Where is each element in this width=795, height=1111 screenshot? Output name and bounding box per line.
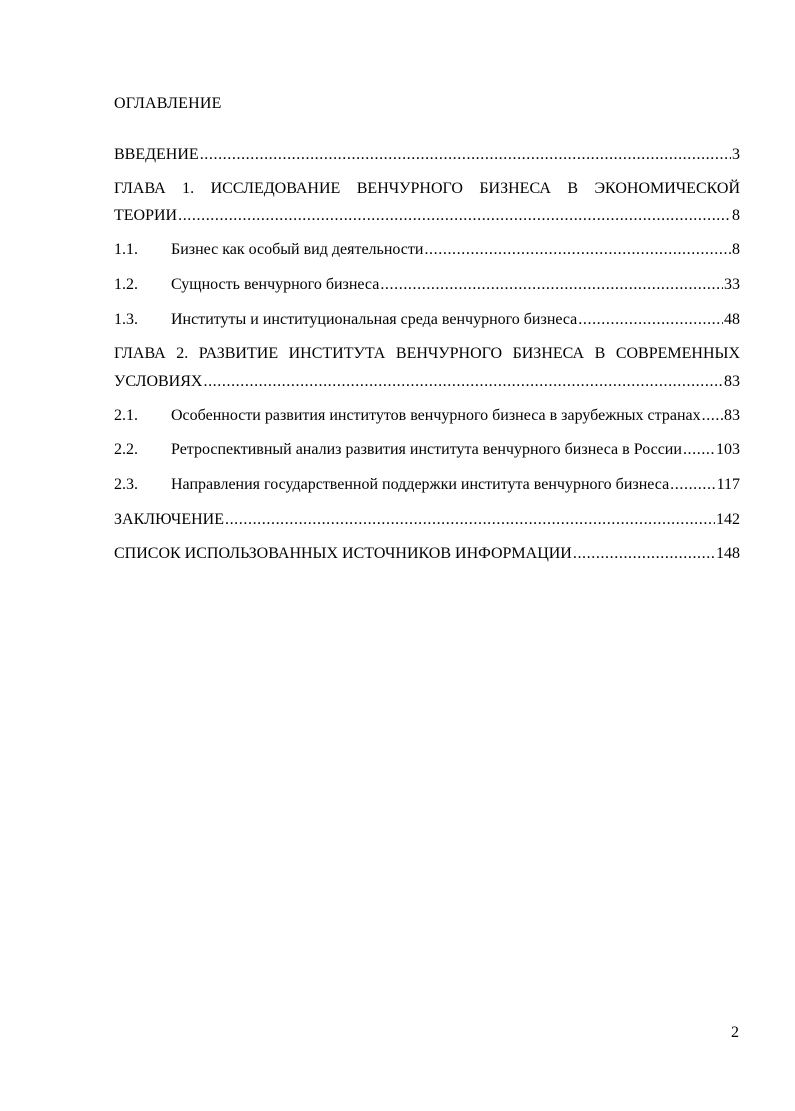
toc-entry-chapter1[interactable] xyxy=(114,206,740,226)
toc-entry-text: СПИСОК ИСПОЛЬЗОВАННЫХ ИСТОЧНИКОВ ИНФОРМАЦИИ xyxy=(114,545,572,562)
section-number: 1.3. xyxy=(114,311,138,328)
dot-leader xyxy=(225,510,715,530)
toc-entry-text: Особенности развития институтов венчурного бизнеса в зарубежных странах xyxy=(171,407,701,424)
toc-page-number: 33 xyxy=(724,276,740,293)
toc-page-number: 8 xyxy=(732,207,740,224)
dot-leader xyxy=(670,475,715,495)
toc-page-number: 8 xyxy=(732,241,740,258)
toc-entry-text: УСЛОВИЯХ xyxy=(114,373,203,390)
toc-entry-chapter1-line1[interactable]: ГЛАВА 1. ИССЛЕДОВАНИЕ ВЕНЧУРНОГО БИЗНЕСА В ЭКОНОМИЧЕСКОЙ xyxy=(114,180,740,197)
toc-entry-text: Направления государственной поддержки института венчурного бизнеса xyxy=(171,476,670,493)
toc-page-number: 48 xyxy=(724,311,740,328)
toc-entry-1-1[interactable] xyxy=(114,240,740,260)
toc-entry-conclusion[interactable] xyxy=(114,510,740,530)
toc-entry-text: ВВЕДЕНИЕ xyxy=(114,146,199,163)
section-number: 2.1. xyxy=(114,407,138,424)
toc-entry-chapter2[interactable] xyxy=(114,372,740,392)
toc-page-number: 83 xyxy=(724,407,740,424)
toc-page-number: 117 xyxy=(716,476,740,493)
section-number: 2.3. xyxy=(114,476,138,493)
toc-page-number: 3 xyxy=(732,146,740,163)
dot-leader xyxy=(573,544,715,564)
dot-leader xyxy=(178,206,731,226)
section-number: 2.2. xyxy=(114,441,138,458)
toc-entry-1-3[interactable] xyxy=(114,310,740,330)
toc-entry-chapter2-line1[interactable]: ГЛАВА 2. РАЗВИТИЕ ИНСТИТУТА ВЕНЧУРНОГО БИЗНЕСА В СОВРЕМЕННЫХ xyxy=(114,345,740,362)
dot-leader xyxy=(380,275,723,295)
page-number: 2 xyxy=(731,1024,739,1041)
toc-entry-1-2[interactable] xyxy=(114,275,740,295)
toc-page-number: 83 xyxy=(724,373,740,390)
dot-leader xyxy=(578,310,723,330)
dot-leader xyxy=(203,372,723,392)
toc-entry-2-3[interactable] xyxy=(114,475,740,495)
section-number: 1.2. xyxy=(114,276,138,293)
dot-leader xyxy=(424,240,731,260)
toc-entry-sources[interactable] xyxy=(114,544,740,564)
toc-entry-intro[interactable] xyxy=(114,145,740,165)
toc-entry-text: Институты и институциональная среда венчурного бизнеса xyxy=(171,311,578,328)
dot-leader xyxy=(683,440,715,460)
toc-entry-text: ЗАКЛЮЧЕНИЕ xyxy=(114,511,224,528)
toc-page-number: 103 xyxy=(716,441,740,458)
page-title: ОГЛАВЛЕНИЕ xyxy=(114,95,222,112)
toc-page-number: 148 xyxy=(716,545,740,562)
toc-entry-text: Сущность венчурного бизнеса xyxy=(171,276,380,293)
toc-entry-text: Ретроспективный анализ развития института венчурного бизнеса в России xyxy=(171,441,682,458)
toc-entry-2-1[interactable] xyxy=(114,406,740,426)
dot-leader xyxy=(200,145,731,165)
toc-entry-2-2[interactable] xyxy=(114,440,740,460)
section-number: 1.1. xyxy=(114,241,138,258)
dot-leader xyxy=(702,406,723,426)
toc-entry-text: Бизнес как особый вид деятельности xyxy=(171,241,424,258)
toc-entry-text: ТЕОРИИ xyxy=(114,207,178,224)
toc-page-number: 142 xyxy=(716,511,740,528)
